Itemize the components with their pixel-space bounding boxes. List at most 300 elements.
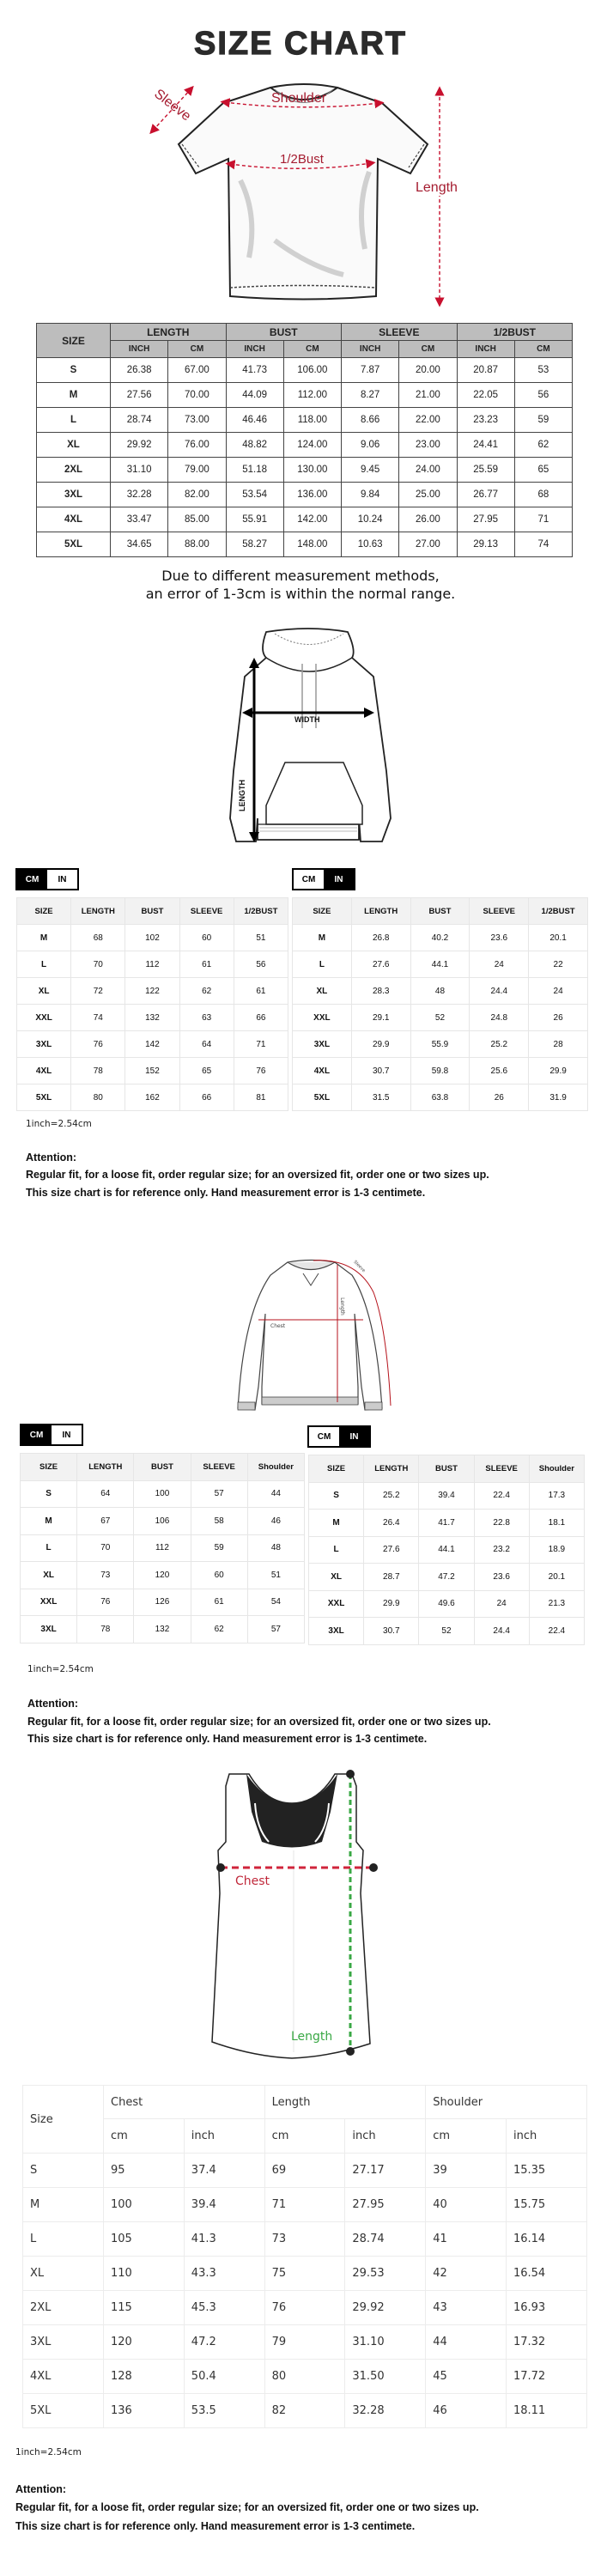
attention-line2: This size chart is for reference only. Hand measurement error is 1-3 centimete. xyxy=(15,2520,416,2532)
header-row xyxy=(309,1455,585,1483)
unit-toggle-cm[interactable]: CM xyxy=(309,1427,339,1446)
value-cell: 78 xyxy=(77,1616,134,1643)
tshirt-size-table xyxy=(36,323,573,557)
unit-header: INCH xyxy=(226,341,283,358)
column-header: SLEEVE xyxy=(191,1454,247,1481)
value-cell: 50.4 xyxy=(184,2360,264,2394)
size-cell: XL xyxy=(37,433,111,458)
unit-header: inch xyxy=(184,2119,264,2154)
unit-header: cm xyxy=(104,2119,185,2154)
value-cell: 72 xyxy=(71,978,125,1005)
unit-toggle-cm[interactable]: CM xyxy=(17,870,47,889)
column-header: LENGTH xyxy=(77,1454,134,1481)
value-cell: 59.8 xyxy=(410,1058,470,1084)
value-cell: 128 xyxy=(104,2360,185,2394)
value-cell: 57 xyxy=(247,1616,304,1643)
value-cell: 24.8 xyxy=(470,1005,529,1031)
unit-toggle[interactable] xyxy=(15,868,79,890)
value-cell: 120 xyxy=(134,1562,191,1589)
table-row xyxy=(37,458,573,483)
measurement-note-line1: Due to different measurement methods, xyxy=(161,568,440,584)
value-cell: 29.53 xyxy=(345,2257,426,2291)
value-cell: 132 xyxy=(125,1005,179,1031)
value-cell: 29.92 xyxy=(111,433,168,458)
size-cell: S xyxy=(21,1480,77,1508)
column-header: SLEEVE xyxy=(179,898,234,925)
table-row xyxy=(23,2360,587,2394)
value-cell: 71 xyxy=(514,507,572,532)
value-cell: 8.27 xyxy=(342,383,399,408)
table-row xyxy=(293,1058,588,1084)
value-cell: 65 xyxy=(514,458,572,483)
value-cell: 142.00 xyxy=(283,507,341,532)
value-cell: 25.2 xyxy=(470,1031,529,1058)
chest-label: Chest xyxy=(235,1874,270,1888)
unit-header: CM xyxy=(168,341,226,358)
value-cell: 22.05 xyxy=(457,383,514,408)
size-cell: L xyxy=(293,951,352,978)
table-row xyxy=(37,507,573,532)
value-cell: 65 xyxy=(179,1058,234,1084)
value-cell: 17.72 xyxy=(506,2360,586,2394)
page-title: SIZE CHART xyxy=(194,26,407,62)
attention-line1: Regular fit, for a loose fit, order regular size; for an oversized fit, order one or two sizes up. xyxy=(26,1169,489,1181)
value-cell: 16.93 xyxy=(506,2291,586,2325)
value-cell: 26 xyxy=(470,1084,529,1111)
value-cell: 26 xyxy=(529,1005,588,1031)
unit-header: cm xyxy=(426,2119,507,2154)
value-cell: 40.2 xyxy=(410,925,470,951)
value-cell: 126 xyxy=(134,1589,191,1616)
table-row xyxy=(17,1031,288,1058)
value-cell: 39 xyxy=(426,2154,507,2188)
value-cell: 29.9 xyxy=(351,1031,410,1058)
table-row xyxy=(17,1084,288,1111)
value-cell: 29.1 xyxy=(351,1005,410,1031)
value-cell: 18.11 xyxy=(506,2394,586,2428)
value-cell: 76 xyxy=(77,1589,134,1616)
value-cell: 27.6 xyxy=(351,951,410,978)
length-label-vertical: LENGTH xyxy=(238,780,246,811)
value-cell: 44.1 xyxy=(419,1536,474,1564)
value-cell: 24 xyxy=(470,951,529,978)
value-cell: 95 xyxy=(104,2154,185,2188)
table-row xyxy=(309,1564,585,1591)
value-cell: 68 xyxy=(71,925,125,951)
value-cell: 27.17 xyxy=(345,2154,426,2188)
value-cell: 44 xyxy=(247,1480,304,1508)
value-cell: 80 xyxy=(264,2360,345,2394)
column-header: LENGTH xyxy=(71,898,125,925)
table-row xyxy=(293,925,588,951)
size-cell: M xyxy=(293,925,352,951)
group-header: BUST xyxy=(226,324,342,341)
attention-line1: Regular fit, for a loose fit, order regular size; for an oversized fit, order one or two sizes up. xyxy=(15,2501,479,2513)
value-cell: 9.06 xyxy=(342,433,399,458)
value-cell: 106.00 xyxy=(283,358,341,383)
value-cell: 45.3 xyxy=(184,2291,264,2325)
unit-toggle[interactable] xyxy=(307,1425,371,1448)
value-cell: 51 xyxy=(247,1562,304,1589)
unit-toggle-in[interactable]: IN xyxy=(324,870,354,889)
column-header: SIZE xyxy=(309,1455,364,1483)
value-cell: 66 xyxy=(179,1084,234,1111)
value-cell: 59 xyxy=(514,408,572,433)
value-cell: 73 xyxy=(264,2222,345,2257)
value-cell: 18.9 xyxy=(529,1536,584,1564)
table-row xyxy=(17,1058,288,1084)
value-cell: 45 xyxy=(426,2360,507,2394)
value-cell: 57 xyxy=(191,1480,247,1508)
value-cell: 28.7 xyxy=(364,1564,419,1591)
value-cell: 9.84 xyxy=(342,483,399,507)
size-cell: 3XL xyxy=(309,1618,364,1645)
value-cell: 46 xyxy=(247,1508,304,1535)
value-cell: 24.41 xyxy=(457,433,514,458)
unit-header: CM xyxy=(283,341,341,358)
value-cell: 112 xyxy=(134,1534,191,1562)
value-cell: 70 xyxy=(77,1534,134,1562)
unit-header: INCH xyxy=(342,341,399,358)
value-cell: 52 xyxy=(419,1618,474,1645)
value-cell: 132 xyxy=(134,1616,191,1643)
value-cell: 62 xyxy=(179,978,234,1005)
table-row xyxy=(17,925,288,951)
size-cell: 3XL xyxy=(23,2325,104,2360)
value-cell: 26.77 xyxy=(457,483,514,507)
value-cell: 22.8 xyxy=(474,1510,529,1537)
table-row xyxy=(23,2154,587,2188)
value-cell: 62 xyxy=(191,1616,247,1643)
unit-toggle-in[interactable]: IN xyxy=(52,1425,82,1444)
value-cell: 142 xyxy=(125,1031,179,1058)
table-row xyxy=(21,1508,305,1535)
value-cell: 120 xyxy=(104,2325,185,2360)
size-cell: XXL xyxy=(293,1005,352,1031)
group-header: 1/2BUST xyxy=(457,324,573,341)
value-cell: 18.1 xyxy=(529,1510,584,1537)
unit-header: cm xyxy=(264,2119,345,2154)
value-cell: 112.00 xyxy=(283,383,341,408)
size-header: Size xyxy=(23,2086,104,2154)
value-cell: 56 xyxy=(234,951,288,978)
value-cell: 162 xyxy=(125,1084,179,1111)
table-row xyxy=(23,2222,587,2257)
column-header: BUST xyxy=(134,1454,191,1481)
value-cell: 152 xyxy=(125,1058,179,1084)
value-cell: 61 xyxy=(191,1589,247,1616)
size-cell: XL xyxy=(17,978,71,1005)
unit-header: CM xyxy=(399,341,457,358)
sweatshirt-illustration xyxy=(210,1258,416,1417)
value-cell: 31.10 xyxy=(111,458,168,483)
value-cell: 24 xyxy=(474,1590,529,1618)
value-cell: 52 xyxy=(410,1005,470,1031)
size-cell: 5XL xyxy=(37,532,111,557)
value-cell: 60 xyxy=(191,1562,247,1589)
size-cell: XXL xyxy=(17,1005,71,1031)
value-cell: 46 xyxy=(426,2394,507,2428)
value-cell: 58 xyxy=(191,1508,247,1535)
column-header: 1/2BUST xyxy=(234,898,288,925)
value-cell: 30.7 xyxy=(351,1058,410,1084)
value-cell: 21.3 xyxy=(529,1590,584,1618)
value-cell: 16.14 xyxy=(506,2222,586,2257)
attention-title: Attention: xyxy=(15,2483,67,2495)
unit-header: INCH xyxy=(111,341,168,358)
value-cell: 110 xyxy=(104,2257,185,2291)
unit-header: INCH xyxy=(457,341,514,358)
attention-title: Attention: xyxy=(27,1698,79,1710)
size-cell: 4XL xyxy=(23,2360,104,2394)
value-cell: 44.09 xyxy=(226,383,283,408)
value-cell: 79 xyxy=(264,2325,345,2360)
size-cell: L xyxy=(309,1536,364,1564)
size-cell: 5XL xyxy=(293,1084,352,1111)
value-cell: 80 xyxy=(71,1084,125,1111)
value-cell: 43.3 xyxy=(184,2257,264,2291)
value-cell: 73 xyxy=(77,1562,134,1589)
group-header: SLEEVE xyxy=(342,324,458,341)
attention-line1: Regular fit, for a loose fit, order regular size; for an oversized fit, order one or two sizes up. xyxy=(27,1716,491,1728)
value-cell: 24.4 xyxy=(470,978,529,1005)
unit-toggle-cm[interactable]: CM xyxy=(294,870,324,889)
value-cell: 78 xyxy=(71,1058,125,1084)
table-row xyxy=(21,1616,305,1643)
value-cell: 53.5 xyxy=(184,2394,264,2428)
attention-line2: This size chart is for reference only. Hand measurement error is 1-3 centimete. xyxy=(27,1733,428,1745)
value-cell: 100 xyxy=(104,2188,185,2222)
value-cell: 47.2 xyxy=(184,2325,264,2360)
size-cell: S xyxy=(37,358,111,383)
column-header: BUST xyxy=(125,898,179,925)
value-cell: 15.75 xyxy=(506,2188,586,2222)
attention-line2: This size chart is for reference only. Hand measurement error is 1-3 centimete. xyxy=(26,1187,426,1199)
value-cell: 136.00 xyxy=(283,483,341,507)
value-cell: 67.00 xyxy=(168,358,226,383)
value-cell: 63.8 xyxy=(410,1084,470,1111)
value-cell: 28.74 xyxy=(345,2222,426,2257)
group-header: Shoulder xyxy=(426,2086,587,2119)
column-header: SLEEVE xyxy=(470,898,529,925)
value-cell: 55.9 xyxy=(410,1031,470,1058)
conversion-note: 1inch=2.54cm xyxy=(15,2447,82,2458)
value-cell: 22.4 xyxy=(529,1618,584,1645)
table-row xyxy=(37,532,573,557)
size-cell: XL xyxy=(23,2257,104,2291)
value-cell: 7.87 xyxy=(342,358,399,383)
value-cell: 76 xyxy=(71,1031,125,1058)
size-cell: 2XL xyxy=(23,2291,104,2325)
value-cell: 76.00 xyxy=(168,433,226,458)
value-cell: 44.1 xyxy=(410,951,470,978)
size-cell: 3XL xyxy=(21,1616,77,1643)
value-cell: 23.23 xyxy=(457,408,514,433)
value-cell: 76 xyxy=(234,1058,288,1084)
table-row xyxy=(37,433,573,458)
conversion-note: 1inch=2.54cm xyxy=(27,1664,94,1674)
table-row xyxy=(293,1031,588,1058)
value-cell: 27.95 xyxy=(345,2188,426,2222)
value-cell: 39.4 xyxy=(184,2188,264,2222)
table-row xyxy=(21,1480,305,1508)
unit-header: CM xyxy=(514,341,572,358)
group-header: Chest xyxy=(104,2086,265,2119)
size-cell: 5XL xyxy=(17,1084,71,1111)
value-cell: 20.00 xyxy=(399,358,457,383)
value-cell: 27.00 xyxy=(399,532,457,557)
value-cell: 41.3 xyxy=(184,2222,264,2257)
value-cell: 70 xyxy=(71,951,125,978)
value-cell: 122 xyxy=(125,978,179,1005)
length-label: Length xyxy=(291,2030,333,2044)
size-cell: 5XL xyxy=(23,2394,104,2428)
value-cell: 31.5 xyxy=(351,1084,410,1111)
value-cell: 102 xyxy=(125,925,179,951)
unit-toggle-in[interactable]: IN xyxy=(47,870,77,889)
group-header: LENGTH xyxy=(111,324,227,341)
value-cell: 63 xyxy=(179,1005,234,1031)
hoodie-illustration xyxy=(206,625,412,847)
value-cell: 71 xyxy=(264,2188,345,2222)
value-cell: 39.4 xyxy=(419,1482,474,1510)
table-row xyxy=(309,1590,585,1618)
value-cell: 29.9 xyxy=(364,1590,419,1618)
sweatshirt-cm-table xyxy=(20,1453,305,1643)
value-cell: 51 xyxy=(234,925,288,951)
value-cell: 8.66 xyxy=(342,408,399,433)
hoodie-cm-table xyxy=(16,897,288,1111)
value-cell: 25.59 xyxy=(457,458,514,483)
value-cell: 30.7 xyxy=(364,1618,419,1645)
value-cell: 34.65 xyxy=(111,532,168,557)
value-cell: 82 xyxy=(264,2394,345,2428)
value-cell: 79.00 xyxy=(168,458,226,483)
value-cell: 41 xyxy=(426,2222,507,2257)
value-cell: 20.1 xyxy=(529,925,588,951)
value-cell: 69 xyxy=(264,2154,345,2188)
table-row xyxy=(309,1510,585,1537)
value-cell: 31.50 xyxy=(345,2360,426,2394)
unit-toggle-cm[interactable]: CM xyxy=(21,1425,52,1444)
value-cell: 106 xyxy=(134,1508,191,1535)
size-cell: 4XL xyxy=(293,1058,352,1084)
tank-top-illustration xyxy=(202,1769,391,2065)
table-row xyxy=(37,358,573,383)
table-row xyxy=(37,408,573,433)
size-cell: S xyxy=(23,2154,104,2188)
value-cell: 10.63 xyxy=(342,532,399,557)
value-cell: 16.54 xyxy=(506,2257,586,2291)
table-row xyxy=(23,2257,587,2291)
value-cell: 27.6 xyxy=(364,1536,419,1564)
size-cell: L xyxy=(23,2222,104,2257)
table-row xyxy=(293,978,588,1005)
value-cell: 20.1 xyxy=(529,1564,584,1591)
table-row xyxy=(21,1589,305,1616)
value-cell: 28.74 xyxy=(111,408,168,433)
value-cell: 22.00 xyxy=(399,408,457,433)
measurement-note-line2: an error of 1-3cm is within the normal range. xyxy=(145,586,456,602)
value-cell: 23.00 xyxy=(399,433,457,458)
header-row xyxy=(21,1454,305,1481)
sleeve-label: Sleeve xyxy=(352,1259,367,1274)
value-cell: 27.56 xyxy=(111,383,168,408)
table-row xyxy=(21,1562,305,1589)
unit-toggle[interactable] xyxy=(20,1424,83,1446)
value-cell: 124.00 xyxy=(283,433,341,458)
value-cell: 81 xyxy=(234,1084,288,1111)
value-cell: 15.35 xyxy=(506,2154,586,2188)
value-cell: 29.92 xyxy=(345,2291,426,2325)
value-cell: 55.91 xyxy=(226,507,283,532)
value-cell: 26.8 xyxy=(351,925,410,951)
table-row xyxy=(17,951,288,978)
size-cell: M xyxy=(21,1508,77,1535)
value-cell: 22 xyxy=(529,951,588,978)
size-cell: L xyxy=(21,1534,77,1562)
value-cell: 136 xyxy=(104,2394,185,2428)
table-row xyxy=(37,483,573,507)
value-cell: 53.54 xyxy=(226,483,283,507)
value-cell: 25.6 xyxy=(470,1058,529,1084)
value-cell: 66 xyxy=(234,1005,288,1031)
size-cell: S xyxy=(309,1482,364,1510)
size-cell: M xyxy=(309,1510,364,1537)
value-cell: 27.95 xyxy=(457,507,514,532)
value-cell: 26.00 xyxy=(399,507,457,532)
column-header: SIZE xyxy=(17,898,71,925)
value-cell: 73.00 xyxy=(168,408,226,433)
table-row xyxy=(309,1618,585,1645)
table-row xyxy=(37,383,573,408)
column-header: 1/2BUST xyxy=(529,898,588,925)
value-cell: 17.32 xyxy=(506,2325,586,2360)
value-cell: 41.7 xyxy=(419,1510,474,1537)
value-cell: 48 xyxy=(247,1534,304,1562)
column-header: SIZE xyxy=(293,898,352,925)
table-row xyxy=(21,1534,305,1562)
unit-toggle-in[interactable]: IN xyxy=(339,1427,369,1446)
tank-size-table xyxy=(22,2085,587,2428)
hoodie-in-table xyxy=(292,897,588,1111)
value-cell: 76 xyxy=(264,2291,345,2325)
header-row xyxy=(17,898,288,925)
size-cell: XL xyxy=(21,1562,77,1589)
value-cell: 32.28 xyxy=(111,483,168,507)
unit-toggle[interactable] xyxy=(292,868,355,890)
length-label: Length xyxy=(416,180,458,195)
value-cell: 74 xyxy=(71,1005,125,1031)
value-cell: 71 xyxy=(234,1031,288,1058)
value-cell: 148.00 xyxy=(283,532,341,557)
value-cell: 53 xyxy=(514,358,572,383)
attention-title: Attention: xyxy=(26,1151,77,1163)
value-cell: 88.00 xyxy=(168,532,226,557)
table-row xyxy=(293,1005,588,1031)
column-header: LENGTH xyxy=(351,898,410,925)
value-cell: 29.9 xyxy=(529,1058,588,1084)
value-cell: 31.9 xyxy=(529,1084,588,1111)
value-cell: 33.47 xyxy=(111,507,168,532)
sleeve-label: Sleeve xyxy=(151,86,194,125)
value-cell: 24.4 xyxy=(474,1618,529,1645)
value-cell: 48.82 xyxy=(226,433,283,458)
value-cell: 61 xyxy=(234,978,288,1005)
value-cell: 112 xyxy=(125,951,179,978)
size-cell: L xyxy=(17,951,71,978)
table-row xyxy=(17,978,288,1005)
